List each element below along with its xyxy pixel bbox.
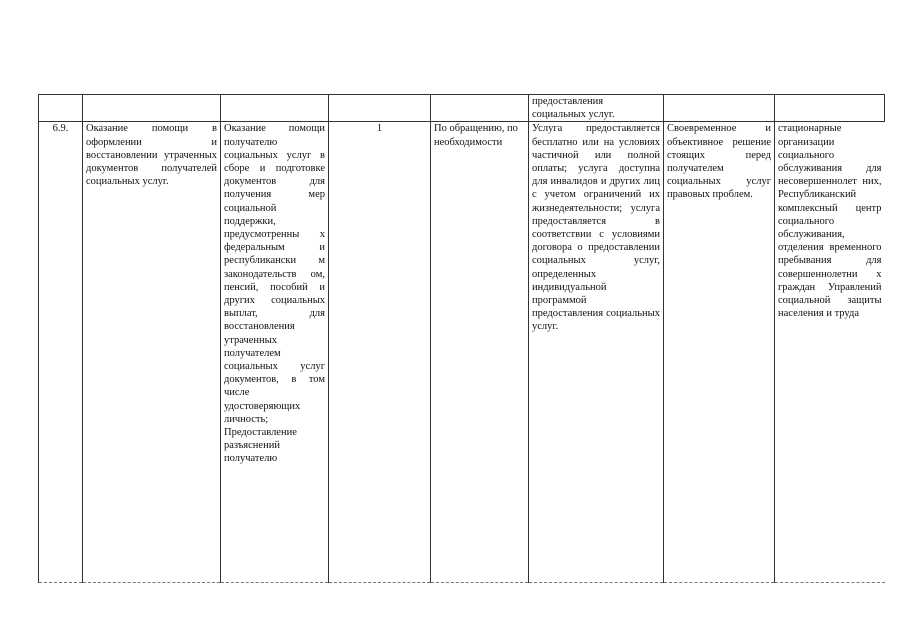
carry-cell-4 bbox=[329, 95, 431, 122]
carry-cell-3 bbox=[221, 95, 329, 122]
service-quality: Своевременное и объективное решение стоящих перед получателем социальных услуг правовых проблем. bbox=[664, 122, 775, 583]
service-periodicity: По обращению, по необходимости bbox=[431, 122, 529, 583]
carry-cell-1 bbox=[39, 95, 83, 122]
carry-cell-8 bbox=[775, 95, 885, 122]
service-conditions: Услуга предоставляется бесплатно или на условиях частичной или полной оплаты; услуга доступна для инвалидов и других лиц с учетом ограничений их жизнедеятельности; услуга предоставляется в соответствии с условиями договора о предоставлении социальных услуг, определенных индивидуальной программой предоставления социальных услуг. bbox=[529, 122, 664, 583]
carry-cell-conditions: предоставления социальных услуг. bbox=[529, 95, 664, 122]
carry-cell-2 bbox=[83, 95, 221, 122]
service-volume: 1 bbox=[329, 122, 431, 583]
service-providers: стационарные организации социального обслуживания для несовершеннолет них, Республиканский комплексный центр социального обслуживания, отделения временного пребывания для совершеннолетни х граждан Управлений социальной защиты населения и труда bbox=[775, 122, 885, 583]
table-row-6-9 bbox=[39, 122, 885, 583]
row-number: 6.9. bbox=[39, 122, 83, 583]
service-description: Оказание помощи получателю социальных услуг в сборе и подготовке документов для получения мер социальной поддержки, предусмотренны х федеральным и республикански м законодательств ом, пенсий, пособий и других социальных выплат, для восстановления утраченных получателем социальных услуг документов, в том числе удостоверяющих личность; Предоставление разъяснений получателю bbox=[221, 122, 329, 583]
carry-cell-7 bbox=[664, 95, 775, 122]
services-table bbox=[38, 94, 885, 583]
carry-cell-5 bbox=[431, 95, 529, 122]
service-name: Оказание помощи в оформлении и восстановлении утраченных документов получателей социальных услуг. bbox=[83, 122, 221, 583]
carry-over-row bbox=[39, 95, 885, 122]
